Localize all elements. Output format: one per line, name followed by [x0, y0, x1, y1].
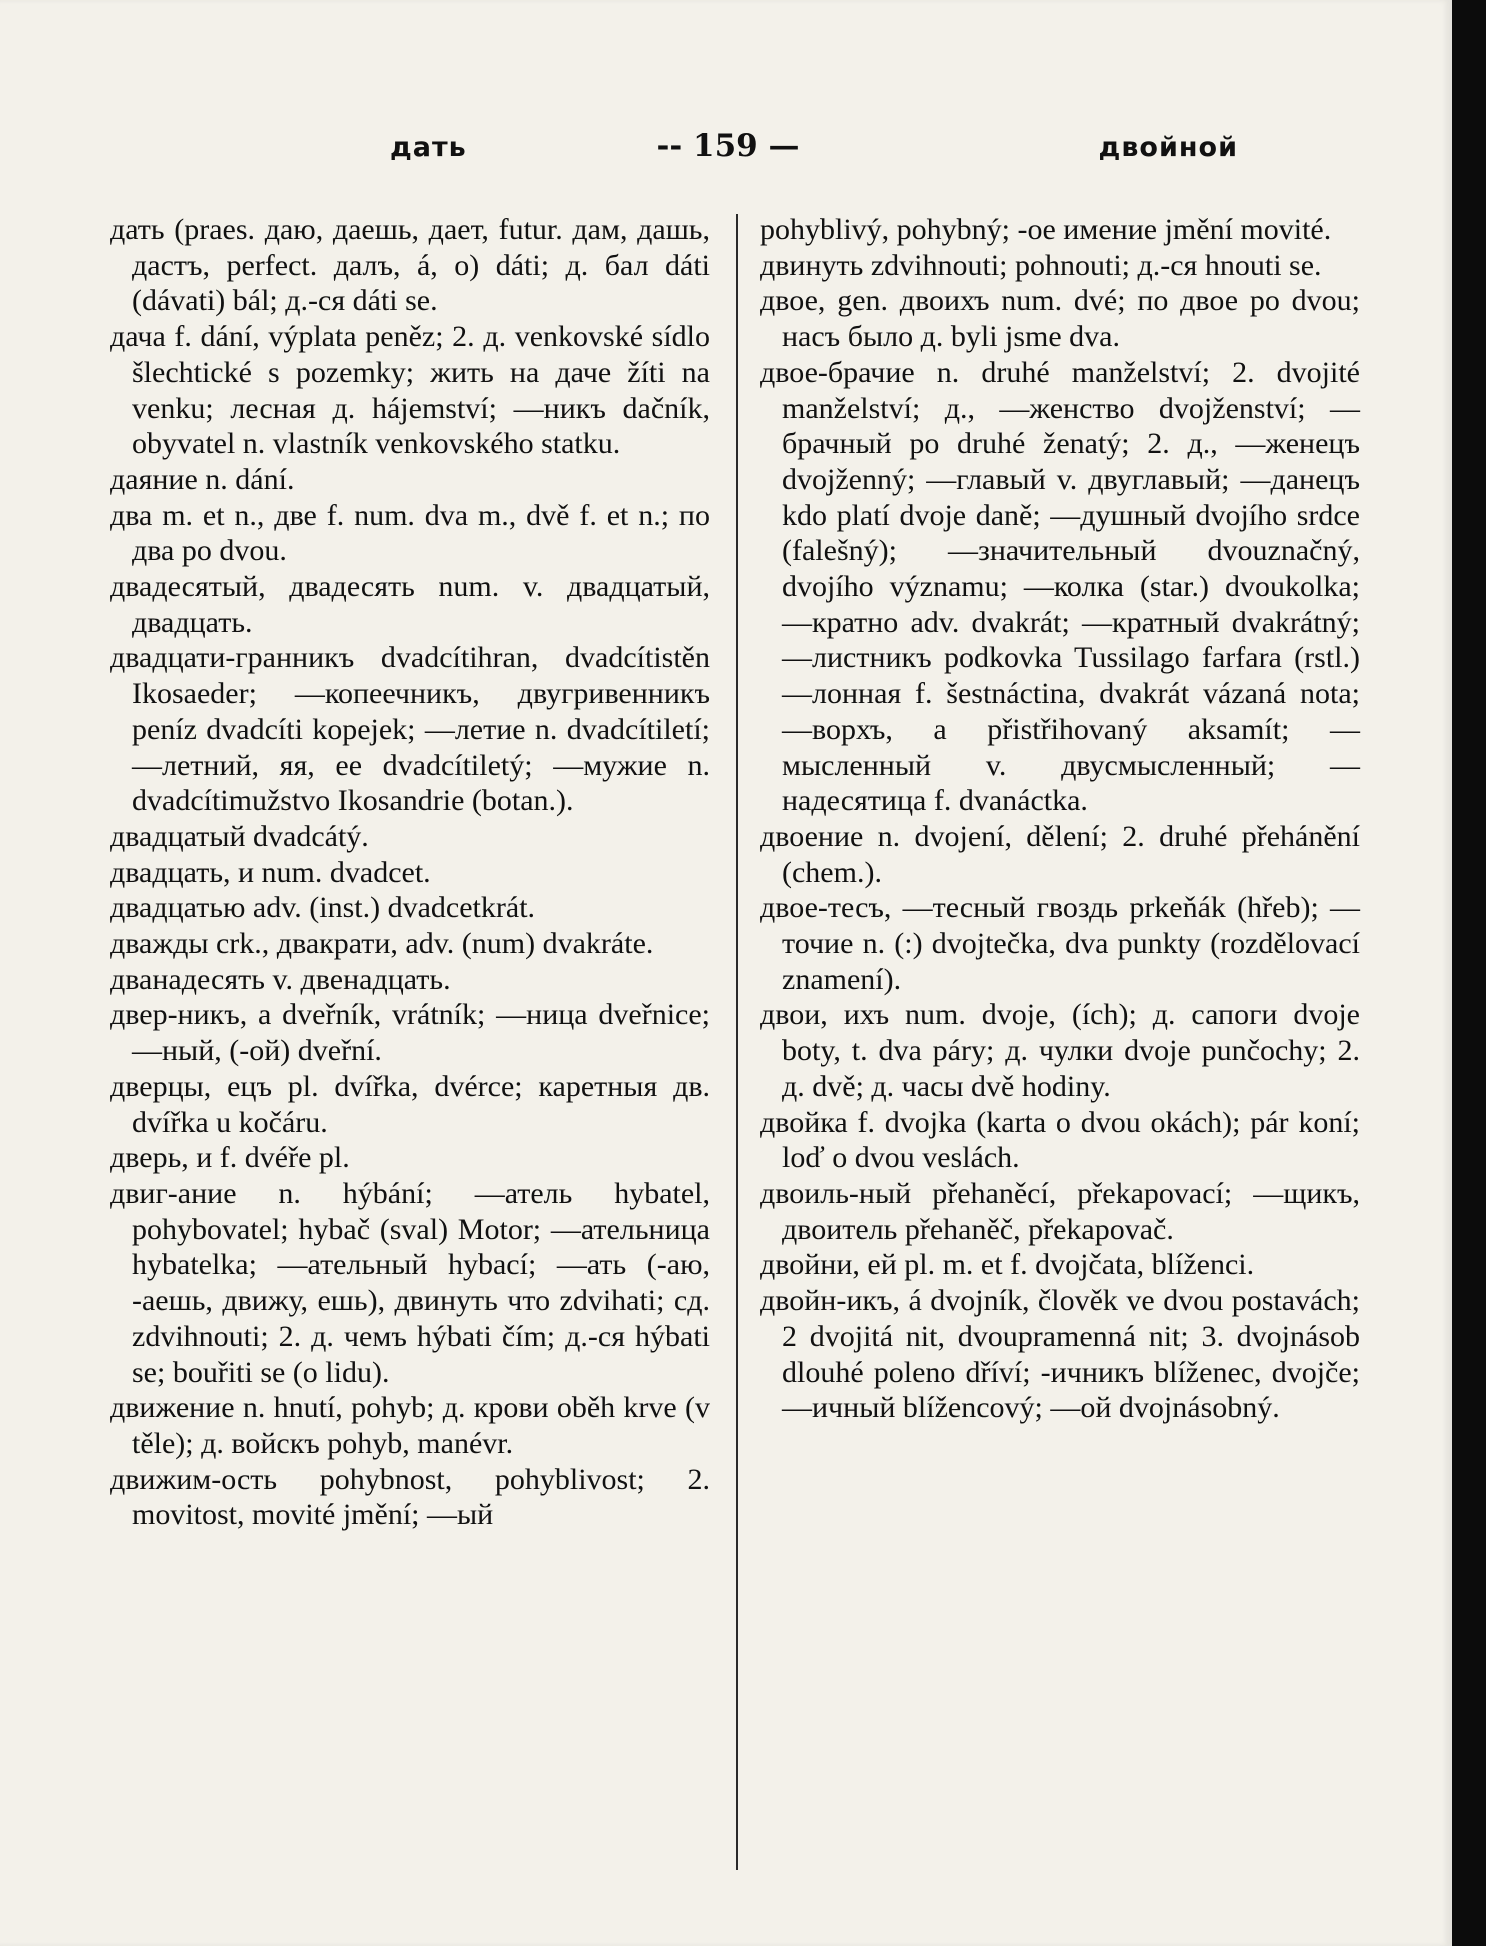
dictionary-entry: дверь, и f. dvéře pl.	[110, 1141, 350, 1175]
dictionary-entry: двойни, ей pl. m. et f. dvojčata, blíženci.	[760, 1248, 1255, 1282]
page-number: -- 159 —	[656, 128, 800, 164]
dictionary-entry: дважды crk., двакрати, adv. (num) dvakráte.	[110, 927, 654, 961]
left-column	[110, 212, 710, 1533]
dictionary-entry: даяние n. dání.	[110, 462, 295, 496]
dictionary-entry: двои, ихъ num. dvoje, (ích); д. сапоги dvoje boty, t. dva páry; д. чулки dvoje punčochy; 2. д. dvě; д. часы dvě hodiny.	[760, 998, 1360, 1103]
dictionary-entry: движим-ость pohybnost, pohyblivost; 2. movitost, movité jmění; —ый	[110, 1462, 710, 1532]
dictionary-entry: дать (praes. даю, даешь, дает, futur. дам, дашь, дастъ, perfect. далъ, á, o) dáti; д. бал dáti (dávati) bál; д.-ся dáti se.	[110, 213, 710, 318]
header-right-guide-word: двойной	[1098, 132, 1238, 163]
dictionary-entry: дача f. dání, výplata peněz; 2. д. venkovské sídlo šlechtické s pozemky; жить на даче žíti na venku; лесная д. hájemství; —никъ dačník, obyvatel n. vlastník venkovského statku.	[110, 320, 710, 461]
dictionary-entry: дванадесять v. двенадцать.	[110, 962, 451, 996]
dictionary-entry: двоение n. dvojení, dělení; 2. druhé přehánění (chem.).	[760, 819, 1360, 889]
dictionary-entry: двое-тесъ, —тесный гвоздь prkeňák (hřeb); —точие n. (:) dvojtečka, dva punkty (rozdělovací znamení).	[760, 891, 1360, 996]
dictionary-entry: двинуть zdvihnouti; pohnouti; д.-ся hnouti se.	[760, 248, 1322, 282]
dictionary-entry: двойка f. dvojka (karta o dvou okách); pár koní; loď o dvou veslách.	[760, 1105, 1360, 1175]
dictionary-entry: двое, gen. двоихъ num. dvé; по двое po dvou; насъ было д. byli jsme dva.	[760, 284, 1360, 354]
dictionary-entry: движение n. hnutí, pohyb; д. крови oběh krve (v těle); д. войскъ pohyb, manévr.	[110, 1391, 710, 1460]
dictionary-entry: двер-никъ, a dveřník, vrátník; —ница dveřnice; —ный, (-ой) dveřní.	[110, 998, 710, 1068]
dictionary-entry: двиг-ание n. hýbání; —атель hybatel, pohybovatel; hybač (sval) Motor; —ательница hybatelka; —ательный hybací; —ать (-аю, -аешь, движу, ешь), двинуть что zdvihati; сд. zdvihnouti; 2. д. чемъ hýbati čím; д.-ся hýbati se; bouřiti se (o lidu).	[110, 1176, 710, 1389]
dictionary-entry: pohyblivý, pohybný; -oe имение jmění movité.	[760, 213, 1332, 246]
dictionary-entry: двадцати-гранникъ dvadcítihran, dvadcítistěn Ikosaeder; —копеечникъ, двугривенникъ peníz dvadcíti kopejek; —летие n. dvadcítiletí; —летний, яя, ее dvadcítiletý; —мужие n. dvadcítimužstvo Ikosandrie (botan.).	[110, 641, 710, 818]
header-left-guide-word: дать	[390, 132, 467, 163]
dictionary-entry: два m. et n., две f. num. dva m., dvě f. et n.; по два po dvou.	[110, 498, 710, 568]
dictionary-entry: двадцатый dvadcátý.	[110, 819, 369, 853]
column-divider	[736, 214, 738, 1870]
dictionary-entry: дверцы, ецъ pl. dvířka, dvérce; каретныя дв. dvířka u kočáru.	[110, 1069, 710, 1139]
scan-border	[1452, 0, 1486, 1946]
dictionary-entry: двойн-икъ, á dvojník, člověk ve dvou postavách; 2 dvojitá nit, dvoupramenná nit; 3. dvojnásob dlouhé poleno dříví; -ичникъ blíženec, dvojče; —ичный blížencový; —ой dvojnásobný.	[760, 1284, 1360, 1425]
dictionary-entry: двадесятый, двадесять num. v. двадцатый, двадцать.	[110, 570, 710, 639]
dictionary-entry: двадцать, и num. dvadcet.	[110, 855, 431, 889]
dictionary-entry: двоиль-ный přehaněcí, překapovací; —щикъ, двоитель přehaněč, překapovač.	[760, 1176, 1360, 1246]
page-header	[108, 128, 1348, 172]
dictionary-entry: двое-брачие n. druhé manželství; 2. dvojité manželství; д., —женство dvojženství; —брачный po druhé ženatý; 2. д., —женецъ dvojženný; —главый v. двуглавый; —данецъ kdo platí dvoje daně; —душный dvojího srdce (falešný); —значительный dvouznačný, dvojího významu; —колка (star.) dvoukolka; —кратно adv. dvakrát; —кратный dvakrátný; —листникъ podkovka Tussilago farfara (rstl.) —лонная f. šestnáctina, dvakrát vázaná nota; —ворхъ, a přistřihovaný aksamít; —мысленный v. двусмысленный; —надесятица f. dvanáctka.	[760, 355, 1360, 818]
right-column	[760, 212, 1360, 1426]
dictionary-entry: двадцатью adv. (inst.) dvadcetkrát.	[110, 891, 536, 925]
